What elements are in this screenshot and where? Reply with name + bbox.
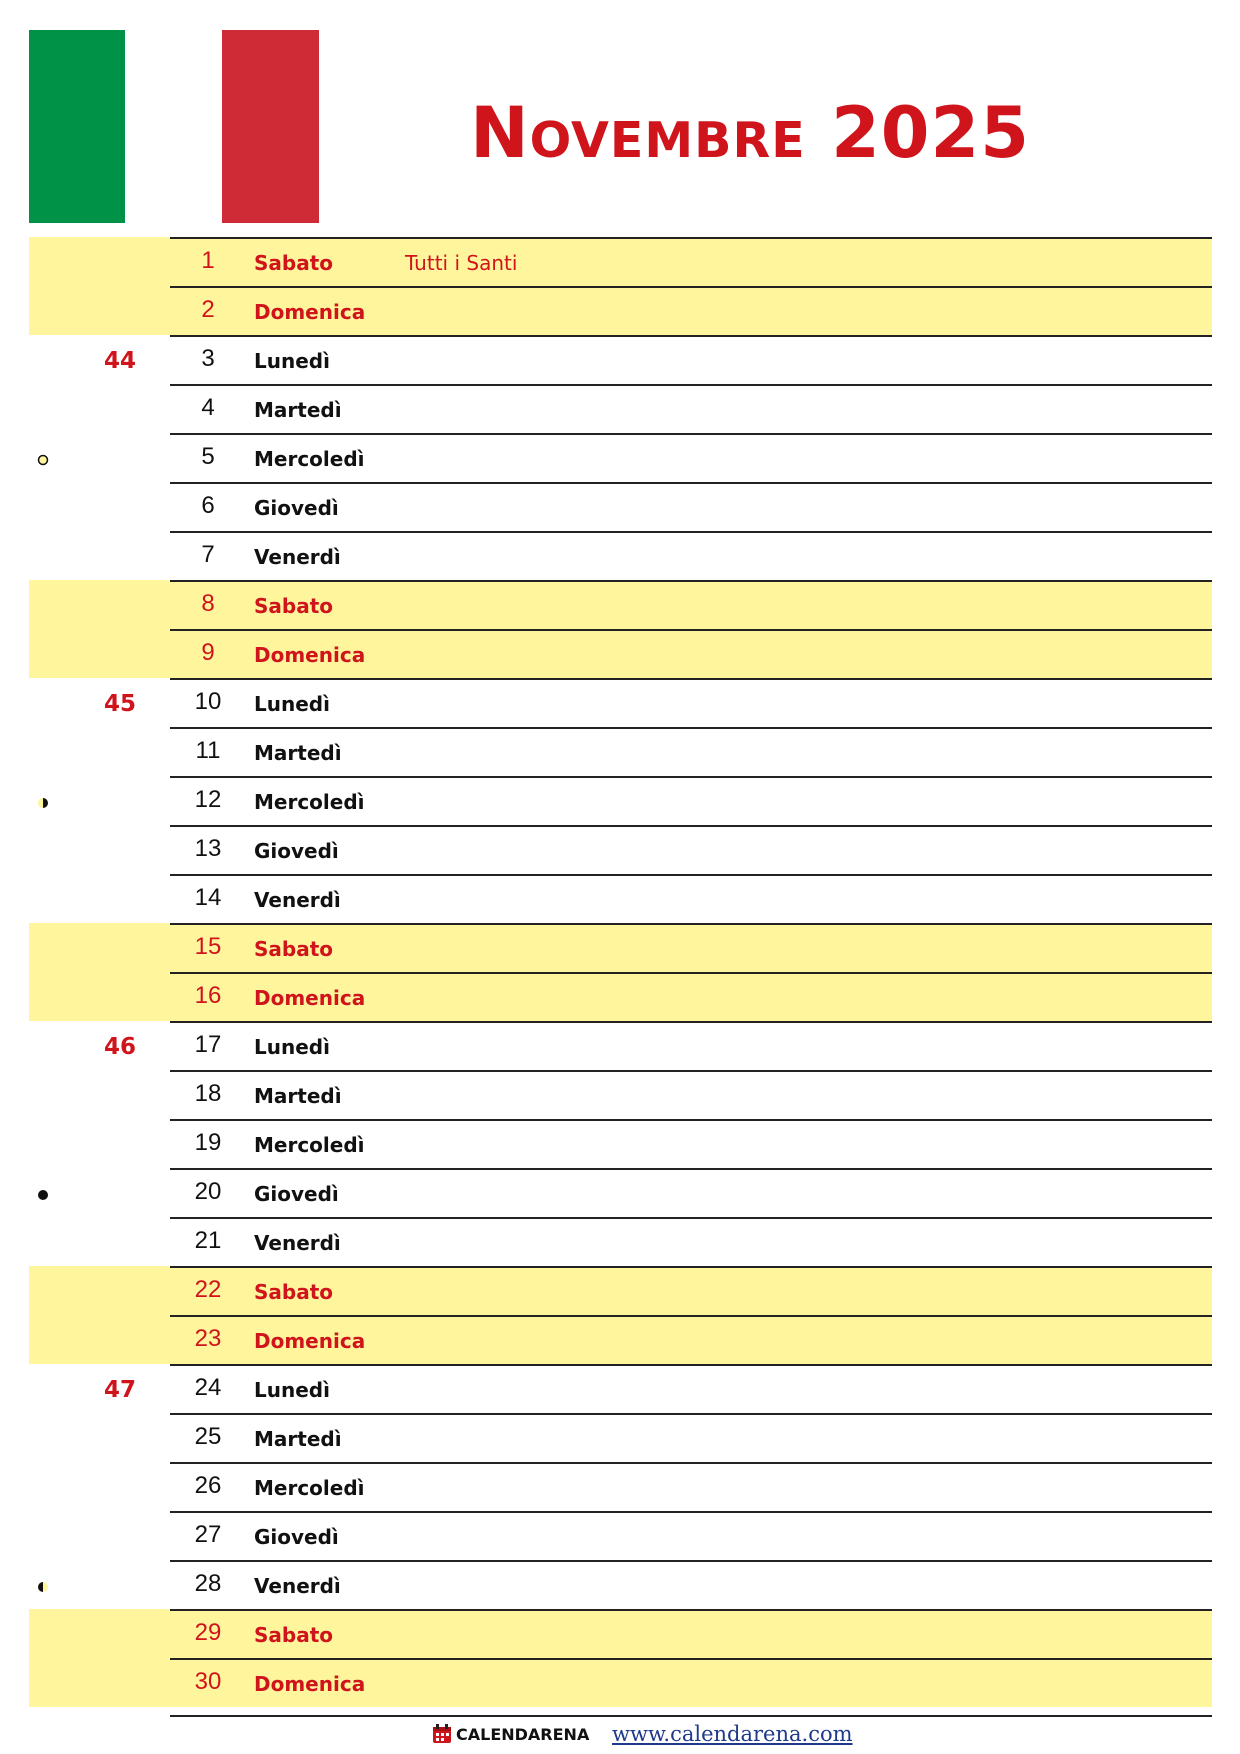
day-number: 23	[194, 1325, 222, 1352]
row-divider	[170, 727, 1212, 729]
row-divider	[170, 1609, 1212, 1611]
day-number: 26	[194, 1472, 222, 1499]
day-row	[0, 335, 1240, 384]
day-number: 18	[194, 1080, 222, 1107]
row-divider	[170, 1560, 1212, 1562]
row-divider	[170, 1658, 1212, 1660]
day-number: 1	[201, 247, 215, 274]
day-row	[0, 629, 1240, 678]
day-row	[0, 482, 1240, 531]
row-divider	[170, 237, 1212, 239]
row-divider	[170, 629, 1212, 631]
day-number: 6	[201, 492, 215, 519]
weekday-name: Venerdì	[254, 1574, 341, 1598]
day-number: 9	[201, 639, 215, 666]
day-number: 20	[194, 1178, 222, 1205]
day-number: 3	[201, 345, 215, 372]
flag-white-stripe	[125, 30, 222, 223]
day-row	[0, 1462, 1240, 1511]
weekday-name: Lunedì	[254, 1378, 330, 1402]
weekday-name: Giovedì	[254, 1525, 339, 1549]
day-row	[0, 972, 1240, 1021]
day-number: 17	[194, 1031, 222, 1058]
weekday-name: Sabato	[254, 937, 334, 961]
weekday-name: Venerdì	[254, 888, 341, 912]
row-divider	[170, 1462, 1212, 1464]
day-row	[0, 825, 1240, 874]
day-number: 21	[194, 1227, 222, 1254]
weekday-name: Venerdì	[254, 545, 341, 569]
page-title: Novembre 2025	[470, 92, 1030, 174]
day-row	[0, 384, 1240, 433]
weekday-name: Martedì	[254, 1084, 342, 1108]
row-divider	[170, 1070, 1212, 1072]
first-quarter-moon-icon	[37, 1578, 49, 1590]
row-divider	[170, 1364, 1212, 1366]
weekday-name: Giovedì	[254, 1182, 339, 1206]
weekday-name: Martedì	[254, 1427, 342, 1451]
row-divider	[170, 1315, 1212, 1317]
row-divider	[170, 1413, 1212, 1415]
day-number: 27	[194, 1521, 222, 1548]
day-row	[0, 1119, 1240, 1168]
day-number: 15	[194, 933, 222, 960]
day-row	[0, 1364, 1240, 1413]
row-divider	[170, 1021, 1212, 1023]
day-row	[0, 433, 1240, 482]
weekday-name: Domenica	[254, 300, 366, 324]
row-divider	[170, 482, 1212, 484]
week-number: 45	[103, 691, 136, 717]
row-divider	[170, 531, 1212, 533]
week-number: 47	[103, 1377, 136, 1403]
weekday-name: Lunedì	[254, 692, 330, 716]
day-row	[0, 1413, 1240, 1462]
day-number: 19	[194, 1129, 222, 1156]
holiday-note: Tutti i Santi	[405, 251, 518, 275]
day-number: 29	[194, 1619, 222, 1646]
weekday-name: Lunedì	[254, 349, 330, 373]
weekday-name: Martedì	[254, 398, 342, 422]
row-divider	[170, 678, 1212, 680]
day-number: 30	[194, 1668, 222, 1695]
weekday-name: Sabato	[254, 594, 334, 618]
day-row	[0, 1658, 1240, 1707]
day-number: 13	[194, 835, 222, 862]
day-number: 2	[201, 296, 215, 323]
day-row	[0, 580, 1240, 629]
day-row	[0, 1266, 1240, 1315]
weekday-name: Sabato	[254, 1623, 334, 1647]
new-moon-icon	[37, 1186, 49, 1198]
brand-logo	[432, 1724, 589, 1744]
day-row	[0, 1021, 1240, 1070]
row-divider	[170, 1168, 1212, 1170]
weekday-name: Giovedì	[254, 839, 339, 863]
day-number: 16	[194, 982, 222, 1009]
row-divider	[170, 874, 1212, 876]
day-row	[0, 727, 1240, 776]
day-row	[0, 1070, 1240, 1119]
weekday-name: Domenica	[254, 643, 366, 667]
day-number: 8	[201, 590, 215, 617]
week-number: 46	[103, 1034, 136, 1060]
day-row	[0, 874, 1240, 923]
brand-name: CALENDARENA	[456, 1724, 590, 1744]
weekday-name: Giovedì	[254, 496, 339, 520]
weekday-name: Sabato	[254, 251, 334, 275]
day-row	[0, 1609, 1240, 1658]
day-row	[0, 923, 1240, 972]
row-divider	[170, 972, 1212, 974]
day-number: 7	[201, 541, 215, 568]
row-divider	[170, 776, 1212, 778]
day-number: 25	[194, 1423, 222, 1450]
flag-red-stripe	[222, 30, 319, 223]
day-number: 5	[201, 443, 215, 470]
weekday-name: Venerdì	[254, 1231, 341, 1255]
row-divider	[170, 1119, 1212, 1121]
weekday-name: Domenica	[254, 1672, 366, 1696]
day-row	[0, 1217, 1240, 1266]
day-number: 10	[194, 688, 222, 715]
italian-flag	[29, 30, 319, 223]
weekday-name: Domenica	[254, 1329, 366, 1353]
day-row	[0, 678, 1240, 727]
flag-green-stripe	[29, 30, 125, 223]
day-row	[0, 237, 1240, 286]
day-number: 12	[194, 786, 222, 813]
weekday-name: Mercoledì	[254, 790, 365, 814]
day-row	[0, 1168, 1240, 1217]
day-number: 4	[201, 394, 215, 421]
weekday-name: Mercoledì	[254, 1133, 365, 1157]
day-row	[0, 776, 1240, 825]
weekday-name: Sabato	[254, 1280, 334, 1304]
weekday-name: Domenica	[254, 986, 366, 1010]
day-row	[0, 1560, 1240, 1609]
calendar-icon	[432, 1724, 452, 1744]
row-divider	[170, 825, 1212, 827]
row-divider	[170, 384, 1212, 386]
row-divider	[170, 335, 1212, 337]
weekday-name: Mercoledì	[254, 1476, 365, 1500]
row-divider	[170, 1511, 1212, 1513]
week-number: 44	[103, 348, 136, 374]
weekday-name: Mercoledì	[254, 447, 365, 471]
row-divider	[170, 923, 1212, 925]
day-number: 28	[194, 1570, 222, 1597]
day-row	[0, 1511, 1240, 1560]
day-number: 24	[194, 1374, 222, 1401]
row-divider	[170, 433, 1212, 435]
weekday-name: Martedì	[254, 741, 342, 765]
day-row	[0, 531, 1240, 580]
last-quarter-moon-icon	[37, 794, 49, 806]
footer	[0, 1717, 1240, 1754]
row-divider	[170, 286, 1212, 288]
full-moon-icon	[37, 451, 49, 463]
day-number: 22	[194, 1276, 222, 1303]
row-divider	[170, 1266, 1212, 1268]
day-number: 11	[195, 737, 221, 764]
day-row	[0, 1315, 1240, 1364]
weekday-name: Lunedì	[254, 1035, 330, 1059]
row-divider	[170, 580, 1212, 582]
day-list	[0, 237, 1240, 1707]
day-row	[0, 286, 1240, 335]
website-link[interactable]: www.calendarena.com	[612, 1722, 853, 1746]
row-divider	[170, 1217, 1212, 1219]
day-number: 14	[194, 884, 222, 911]
